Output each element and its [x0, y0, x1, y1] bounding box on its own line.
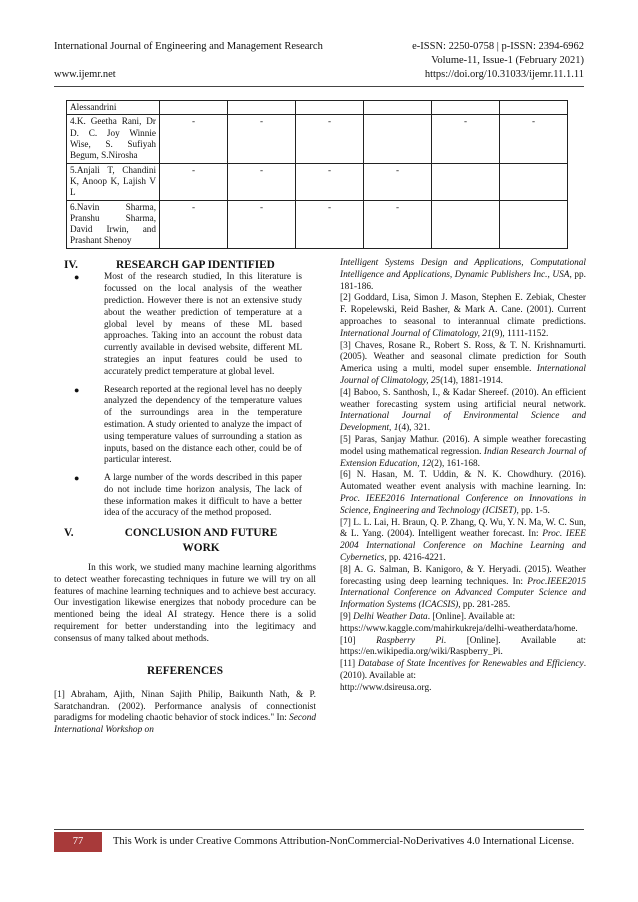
table-cell-author: 4.K. Geetha Rani, Dr D. C. Joy Winnie Wise, S. Sufiyah Begum, S.Nirosha [67, 115, 160, 163]
reference-1: [1] Abraham, Ajith, Ninan Sajith Philip, Baikunth Nath, & P. Saratchandran. (2002). Performance analysis of connectionist paradigms for modeling chaotic behavior of stock indices." In: Second International Workshop on [54, 689, 316, 736]
table-cell: - [432, 115, 500, 163]
table-row [67, 163, 568, 200]
table-cell-author: 5.Anjali T, Chandini K, Anoop K, Lajish V L [67, 163, 160, 200]
table-row [67, 101, 568, 115]
table-cell: - [296, 163, 364, 200]
footer-divider [54, 829, 584, 830]
conclusion-paragraph: In this work, we studied many machine learning algorithms to detect weather forecasting techniques in future we will try on all features of machine learning techniques and to achieve best accuracy. Our investigation likewise energizes that nobody procedure can be mentioned being the ideal AI strategy. Hence there is a solid requirement for better understanding into the legitimacy and consensus of many talked about methods. [54, 562, 316, 644]
reference-8: [8] A. G. Salman, B. Kanigoro, & Y. Heryadi. (2015). Weather forecasting using deep learning techniques. In: Proc.IEEE2015 International Conference on Advanced Computer Science and Information Systems (ICACSIS), pp. 281-285. [340, 564, 586, 611]
table-cell [432, 200, 500, 248]
volume-issue: Volume-11, Issue-1 (February 2021) [431, 55, 584, 66]
left-column [54, 258, 316, 737]
table-cell: - [500, 115, 568, 163]
section-title: CONCLUSION AND FUTURE WORK [124, 527, 278, 554]
list-item: ● Research reported at the regional level has no deeply analyzed the dependency of the temperature values of the surroundings area in the temperature estimation. A study oriented to analyze the impact of using temperature values of surrounding a station as inputs, based on the distance each other, could be of particular interest. [74, 384, 302, 466]
issn: e-ISSN: 2250-0758 | p-ISSN: 2394-6962 [412, 41, 584, 52]
table-cell: - [296, 115, 364, 163]
table-cell [432, 163, 500, 200]
journal-name: International Journal of Engineering and Management Research [54, 41, 323, 52]
table-cell: - [228, 163, 296, 200]
section-heading-research-gap [54, 258, 316, 272]
reference-4: [4] Baboo, S. Santhosh, I., & Kadar Shereef. (2010). An efficient weather forecasting system using artificial neural network. International Journal of Environmental Science and Development, 1(4), 321. [340, 387, 586, 434]
reference-7: [7] L. L. Lai, H. Braun, Q. P. Zhang, Q. Wu, Y. N. Ma, W. C. Sun, & L. Yang. (2004). Intelligent weather forecast. In: Proc. IEEE 2004 International Conference on Machine Learning and Cybernetics, pp. 4216-4221. [340, 517, 586, 563]
bullet-icon: ● [74, 473, 80, 484]
bullet-icon: ● [74, 272, 80, 283]
list-item: ● A large number of the words described in this paper do not include time horizon analysis, The lack of these information makes it difficult to have a better idea of the accuracy of the method proposed. [74, 473, 302, 519]
research-gap-list [54, 272, 316, 520]
reference-3: [3] Chaves, Rosane R., Robert S. Ross, & T. N. Krishnamurti. (2005). Weather and seasonal climate prediction for South America using a multi, model super ensemble. International Journal of Climatology, 25(14), 1881-1914. [340, 340, 586, 386]
table-cell [500, 200, 568, 248]
header-divider [54, 86, 584, 87]
references-heading: REFERENCES [147, 664, 223, 677]
reference-link[interactable]: https://www.kaggle.com/mahirkukreja/delhi-weatherdata/home. [340, 623, 578, 634]
doi-link[interactable]: https://doi.org/10.31033/ijemr.11.1.11 [424, 69, 584, 80]
table-cell: - [228, 200, 296, 248]
page-number: 77 [54, 832, 102, 852]
section-number: V. [64, 527, 74, 540]
reference-10: [10] Raspberry Pi. [Online]. Available at: https://en.wikipedia.org/wiki/Raspberry_Pi. [340, 635, 586, 658]
reference-9: [9] Delhi Weather Data. [Online]. Available at: https://www.kaggle.com/mahirkukreja/delhi-weatherdata/home. [340, 611, 578, 634]
table-cell-author: 6.Navin Sharma, Pranshu Sharma, David Irwin, and Prashant Shenoy [67, 200, 160, 248]
reference-1-continued: Intelligent Systems Design and Applications, Computational Intelligence and Applications, Dynamic Publishers Inc., USA, pp. 181-186. [340, 258, 586, 292]
table-cell: - [364, 163, 432, 200]
table-cell [364, 115, 432, 163]
table-cell: - [160, 115, 228, 163]
comparison-table [66, 100, 568, 249]
table-row [67, 200, 568, 248]
right-column [340, 258, 586, 694]
reference-link[interactable]: http://www.dsireusa.org. [340, 682, 432, 693]
table-cell: - [160, 163, 228, 200]
license-notice: This Work is under Creative Commons Attribution-NonCommercial-NoDerivatives 4.0 International License. [113, 836, 575, 847]
table-cell: - [160, 200, 228, 248]
table-cell [160, 101, 228, 115]
table-cell [228, 101, 296, 115]
table-cell [364, 101, 432, 115]
section-number: IV. [64, 259, 78, 271]
table-row [67, 115, 568, 163]
section-heading-conclusion [54, 526, 316, 555]
table-cell [500, 101, 568, 115]
table-cell [432, 101, 500, 115]
table-cell: - [364, 200, 432, 248]
table-cell: - [228, 115, 296, 163]
reference-5: [5] Paras, Sanjay Mathur. (2016). A simple weather forecasting model using mathematical regression. Indian Research Journal of Extension Education, 12(2), 161-168. [340, 434, 586, 469]
bullet-icon: ● [74, 384, 80, 395]
journal-website[interactable]: www.ijemr.net [54, 69, 116, 80]
table-cell-author: Alessandrini [67, 101, 160, 115]
table-cell: - [296, 200, 364, 248]
list-item: ● Most of the research studied, In this literature is focussed on the local analysis of the weather prediction. However there is not an extensive study about the weather prediction of temperature at a global level by means of these ML based approaches. Taking into an account the robust data currently available in devised website, different ML strategies an input features could be used to accurately predict temperature at global level. [74, 272, 302, 377]
reference-6: [6] N. Hasan, M. T. Uddin, & N. K. Chowdhury. (2016). Automated weather event analysis with machine learning. In: Proc. IEEE2016 International Conference on Innovations in Science, Engineering and Technology (ICISET), pp. 1-5. [340, 470, 586, 516]
section-title: RESEARCH GAP IDENTIFIED [116, 259, 275, 271]
table-cell [500, 163, 568, 200]
reference-11: [11] Database of State Incentives for Renewables and Efficiency. (2010). Available at: http://www.dsireusa.org. [340, 659, 587, 693]
table-cell [296, 101, 364, 115]
reference-2: [2] Goddard, Lisa, Simon J. Mason, Stephen E. Zebiak, Chester F. Ropelewski, Reid Basher, & Mark A. Cane. (2001). Current approaches to seasonal to interannual climate predictions. International Journal of Climatology, 21(9), 1111-1152. [340, 293, 586, 339]
